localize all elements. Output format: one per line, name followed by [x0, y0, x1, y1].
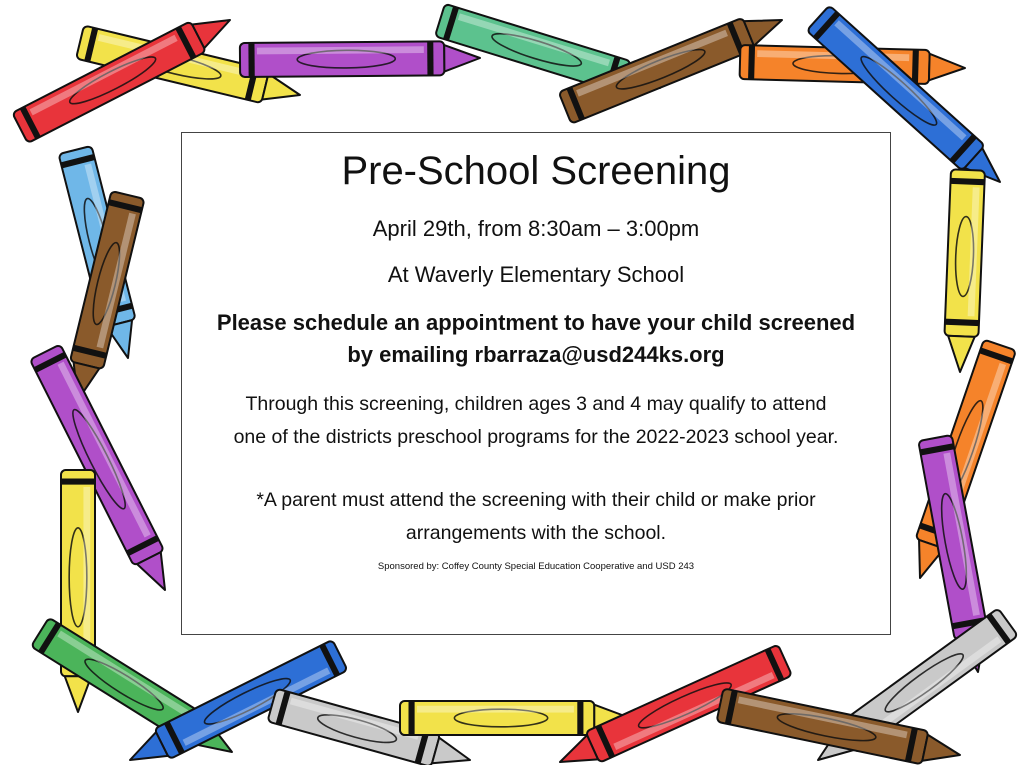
crayon-icon [30, 344, 180, 597]
parent-note-line: arrangements with the school. [405, 522, 667, 544]
schedule-email-line: by emailing rbarraza@usd244ks.org [347, 342, 725, 367]
flyer-notice-box [181, 132, 891, 635]
crayon-icon [943, 169, 985, 372]
eligibility-line: Through this screening, children ages 3 and 4 may qualify to attend [245, 393, 827, 415]
event-date-time: April 29th, from 8:30am – 3:00pm [372, 216, 700, 241]
parent-note-line: *A parent must attend the screening with their child or make prior [256, 489, 816, 511]
event-location: At Waverly Elementary School [387, 262, 685, 287]
parent-note [182, 484, 890, 550]
eligibility-text [182, 388, 890, 454]
eligibility-line: one of the districts preschool programs for the 2022-2023 school year. [233, 426, 839, 448]
schedule-instructions [182, 307, 890, 371]
crayon-icon [240, 41, 480, 77]
schedule-line: Please schedule an appointment to have your child screened [216, 310, 856, 335]
crayon-icon [31, 618, 241, 765]
page-title: Pre-School Screening [341, 149, 731, 193]
sponsor-credit: Sponsored by: Coffey County Special Education Cooperative and USD 243 [377, 561, 695, 572]
